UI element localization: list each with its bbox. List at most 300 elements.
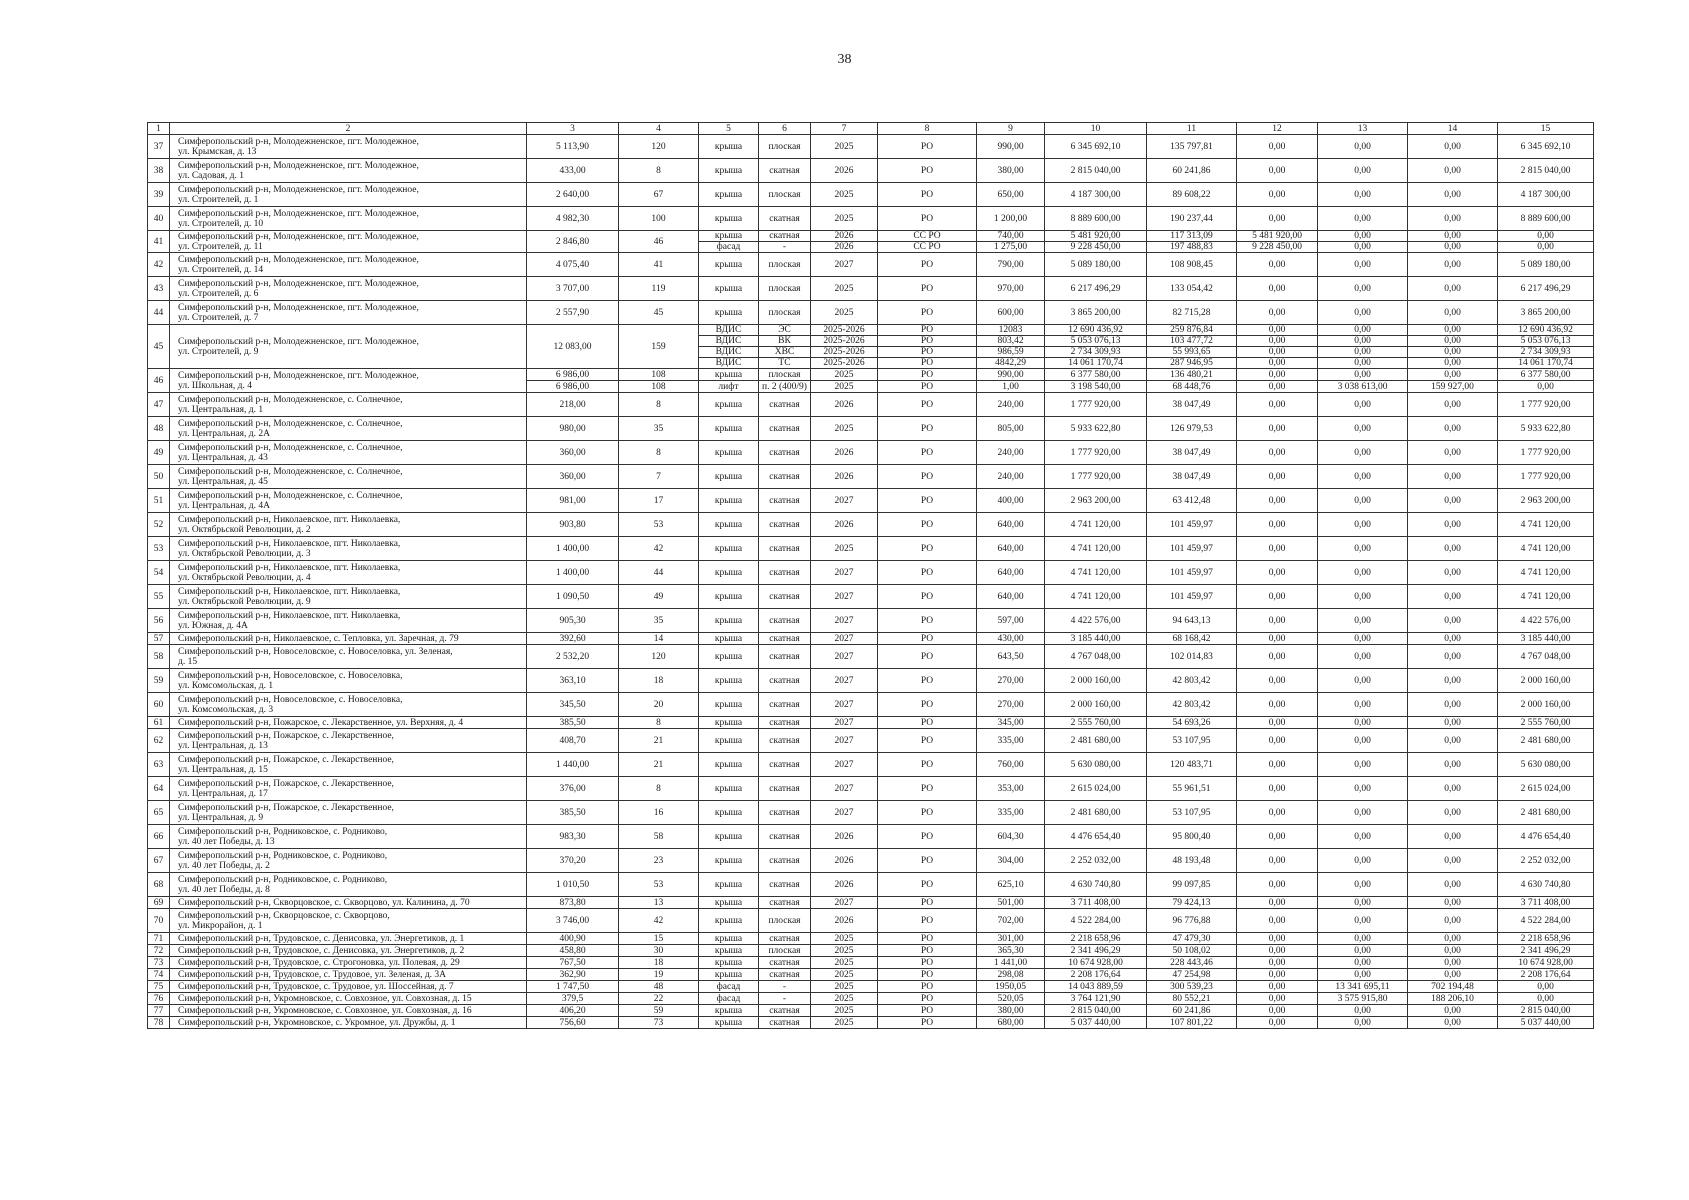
row-number: 38 xyxy=(148,159,170,183)
data-cell: 47 479,30 xyxy=(1147,933,1237,945)
data-cell: 14 061 170,74 xyxy=(1498,358,1594,369)
area-cell: 1 010,50 xyxy=(527,873,619,897)
data-cell: РО xyxy=(878,489,977,513)
address-cell xyxy=(170,1005,527,1017)
data-cell: РО xyxy=(878,417,977,441)
data-cell: 0,00 xyxy=(1408,777,1498,801)
address-line: Симферопольский р-н, Пожарское, с. Лекарственное, xyxy=(178,778,394,789)
row-number: 62 xyxy=(148,729,170,753)
data-cell: 625,10 xyxy=(977,873,1045,897)
row-number: 53 xyxy=(148,537,170,561)
row-number: 72 xyxy=(148,945,170,957)
data-cell: 600,00 xyxy=(977,301,1045,325)
data-cell: 0,00 xyxy=(1237,537,1318,561)
address-line: Симферопольский р-н, Молодежненское, пгт. Молодежное, xyxy=(178,231,419,242)
address-line: Симферопольский р-н, Укромновское, с. Совхозное, ул. Совхозная, д. 16 xyxy=(178,1005,472,1016)
data-cell: скатная xyxy=(759,561,811,585)
address-cell xyxy=(170,873,527,897)
data-cell: 803,42 xyxy=(977,336,1045,347)
data-cell: крыша xyxy=(699,277,759,301)
data-cell: плоская xyxy=(759,301,811,325)
row-number: 74 xyxy=(148,969,170,981)
data-cell: 94 643,13 xyxy=(1147,609,1237,633)
data-cell: 5 481 920,00 xyxy=(1237,231,1318,242)
data-cell: 2026 xyxy=(811,513,878,537)
data-cell: РО xyxy=(878,1017,977,1029)
area-cell: 905,30 xyxy=(527,609,619,633)
address-line: ул. Строителей, д. 10 xyxy=(178,218,264,229)
data-cell: 0,00 xyxy=(1237,897,1318,909)
table-row xyxy=(148,1005,1594,1017)
area-cell: 360,00 xyxy=(527,465,619,489)
residents-cell: 46 xyxy=(619,231,699,253)
data-cell: 680,00 xyxy=(977,1017,1045,1029)
area-cell: 363,10 xyxy=(527,669,619,693)
address-line: ул. Строителей, д. 9 xyxy=(178,346,259,357)
residents-cell: 42 xyxy=(619,909,699,933)
data-cell: скатная xyxy=(759,897,811,909)
address-line: Симферопольский р-н, Молодежненское, пгт. Молодежное, xyxy=(178,278,419,289)
data-cell: 0,00 xyxy=(1318,825,1408,849)
table-row xyxy=(148,825,1594,849)
address-line: Симферопольский р-н, Родниковское, с. Родниково, xyxy=(178,874,388,885)
address-line: Симферопольский р-н, Молодежненское, пгт. Молодежное, xyxy=(178,208,419,219)
data-cell: 3 185 440,00 xyxy=(1045,633,1147,645)
data-cell: 0,00 xyxy=(1498,981,1594,993)
data-cell: 42 803,42 xyxy=(1147,693,1237,717)
area-cell: 903,80 xyxy=(527,513,619,537)
data-cell: крыша xyxy=(699,717,759,729)
data-cell: 63 412,48 xyxy=(1147,489,1237,513)
data-cell: скатная xyxy=(759,753,811,777)
address-line: Симферопольский р-н, Новоселовское, с. Новоселовка, ул. Зеленая, xyxy=(178,646,453,657)
data-cell: 400,00 xyxy=(977,489,1045,513)
data-cell: 0,00 xyxy=(1318,777,1408,801)
data-cell: скатная xyxy=(759,849,811,873)
data-cell: 2026 xyxy=(811,849,878,873)
data-cell: 0,00 xyxy=(1318,489,1408,513)
address-cell xyxy=(170,717,527,729)
area-cell: 385,50 xyxy=(527,801,619,825)
data-cell: РО xyxy=(878,753,977,777)
data-cell: 0,00 xyxy=(1408,489,1498,513)
data-cell: 301,00 xyxy=(977,933,1045,945)
data-cell: РО xyxy=(878,183,977,207)
table-row xyxy=(148,945,1594,957)
residents-cell: 35 xyxy=(619,417,699,441)
header-cell: 8 xyxy=(878,123,977,135)
data-cell: 0,00 xyxy=(1408,513,1498,537)
residents-cell: 7 xyxy=(619,465,699,489)
data-cell: 2 000 160,00 xyxy=(1498,669,1594,693)
table-row xyxy=(148,207,1594,231)
header-cell: 12 xyxy=(1237,123,1318,135)
residents-cell: 120 xyxy=(619,645,699,669)
data-cell: 2025 xyxy=(811,969,878,981)
table-row xyxy=(148,489,1594,513)
data-cell: скатная xyxy=(759,825,811,849)
data-cell: 0,00 xyxy=(1237,159,1318,183)
data-cell: 101 459,97 xyxy=(1147,537,1237,561)
table-row xyxy=(148,897,1594,909)
address-line: ул. 40 лет Победы, д. 2 xyxy=(178,860,270,871)
data-cell: крыша xyxy=(699,489,759,513)
data-cell: крыша xyxy=(699,933,759,945)
data-cell: 0,00 xyxy=(1408,277,1498,301)
data-cell: 2025 xyxy=(811,945,878,957)
data-cell: 1,00 xyxy=(977,381,1045,393)
row-number: 77 xyxy=(148,1005,170,1017)
data-cell: 38 047,49 xyxy=(1147,393,1237,417)
data-cell: 2027 xyxy=(811,561,878,585)
address-line: ул. Центральная, д. 1 xyxy=(178,404,264,415)
data-cell: 702,00 xyxy=(977,909,1045,933)
data-cell: 0,00 xyxy=(1408,609,1498,633)
table-row xyxy=(148,277,1594,301)
residents-cell: 45 xyxy=(619,301,699,325)
data-cell: РО xyxy=(878,465,977,489)
data-cell: 108 xyxy=(619,369,699,381)
header-cell: 7 xyxy=(811,123,878,135)
address-line: Симферопольский р-н, Пожарское, с. Лекарственное, xyxy=(178,754,394,765)
data-cell: 96 776,88 xyxy=(1147,909,1237,933)
residents-cell: 58 xyxy=(619,825,699,849)
row-number: 55 xyxy=(148,585,170,609)
data-cell: 240,00 xyxy=(977,393,1045,417)
residents-cell: 100 xyxy=(619,207,699,231)
data-cell: 335,00 xyxy=(977,729,1045,753)
address-line: Симферопольский р-н, Николаевское, с. Тепловка, ул. Заречная, д. 79 xyxy=(178,633,459,644)
address-line: Симферопольский р-н, Николаевское, пгт. Николаевка, xyxy=(178,538,401,549)
data-cell: 50 108,02 xyxy=(1147,945,1237,957)
data-cell: 5 037 440,00 xyxy=(1045,1017,1147,1029)
data-cell: 0,00 xyxy=(1318,849,1408,873)
data-cell: скатная xyxy=(759,1017,811,1029)
data-cell: 430,00 xyxy=(977,633,1045,645)
data-cell: 2027 xyxy=(811,609,878,633)
data-cell: ВДИС xyxy=(699,358,759,369)
data-cell: крыша xyxy=(699,633,759,645)
table-row xyxy=(148,993,1594,1005)
data-cell: 0,00 xyxy=(1237,645,1318,669)
row-number: 48 xyxy=(148,417,170,441)
data-cell: 2 481 680,00 xyxy=(1498,801,1594,825)
data-cell: крыша xyxy=(699,585,759,609)
data-cell: 335,00 xyxy=(977,801,1045,825)
address-cell xyxy=(170,609,527,633)
row-number: 37 xyxy=(148,135,170,159)
data-cell: 1 777 920,00 xyxy=(1498,393,1594,417)
data-cell: 2 555 760,00 xyxy=(1498,717,1594,729)
data-cell: скатная xyxy=(759,207,811,231)
data-cell: 0,00 xyxy=(1408,183,1498,207)
data-cell: РО xyxy=(878,159,977,183)
area-cell: 980,00 xyxy=(527,417,619,441)
address-cell xyxy=(170,957,527,969)
data-cell: 0,00 xyxy=(1408,325,1498,336)
area-cell: 2 557,90 xyxy=(527,301,619,325)
data-cell: 4 630 740,80 xyxy=(1498,873,1594,897)
data-cell: - xyxy=(759,242,811,253)
table-row xyxy=(148,325,1594,336)
area-cell: 385,50 xyxy=(527,717,619,729)
data-cell: 0,00 xyxy=(1318,753,1408,777)
header-cell: 1 xyxy=(148,123,170,135)
area-cell: 400,90 xyxy=(527,933,619,945)
residents-cell: 17 xyxy=(619,489,699,513)
data-cell: 101 459,97 xyxy=(1147,585,1237,609)
data-cell: 2027 xyxy=(811,729,878,753)
address-line: Симферопольский р-н, Молодежненское, с. Солнечное, xyxy=(178,466,403,477)
data-cell: 3 185 440,00 xyxy=(1498,633,1594,645)
data-cell: 53 107,95 xyxy=(1147,729,1237,753)
data-cell: 0,00 xyxy=(1237,693,1318,717)
data-cell: 0,00 xyxy=(1408,336,1498,347)
row-number: 43 xyxy=(148,277,170,301)
residents-cell: 21 xyxy=(619,729,699,753)
data-cell: крыша xyxy=(699,897,759,909)
address-line: ул. Центральная, д. 17 xyxy=(178,788,268,799)
address-line: Симферопольский р-н, Трудовское, с. Строгоновка, ул. Полевая, д. 29 xyxy=(178,957,460,968)
address-line: ул. Крымская, д. 13 xyxy=(178,146,257,157)
residents-cell: 42 xyxy=(619,537,699,561)
data-cell: 0,00 xyxy=(1237,669,1318,693)
data-cell: 990,00 xyxy=(977,369,1045,381)
data-cell: РО xyxy=(878,945,977,957)
data-cell: 501,00 xyxy=(977,897,1045,909)
data-cell: крыша xyxy=(699,609,759,633)
data-cell: 0,00 xyxy=(1237,1005,1318,1017)
data-cell: РО xyxy=(878,645,977,669)
address-line: ул. Строителей, д. 6 xyxy=(178,288,259,299)
address-cell xyxy=(170,801,527,825)
area-cell: 458,80 xyxy=(527,945,619,957)
data-cell: 5 630 080,00 xyxy=(1498,753,1594,777)
data-cell: 270,00 xyxy=(977,669,1045,693)
data-cell: 2 481 680,00 xyxy=(1045,801,1147,825)
data-cell: 0,00 xyxy=(1318,645,1408,669)
data-cell: 2 218 658,96 xyxy=(1498,933,1594,945)
table-row xyxy=(148,609,1594,633)
data-cell: 3 575 915,80 xyxy=(1318,993,1408,1005)
row-number: 56 xyxy=(148,609,170,633)
data-cell: скатная xyxy=(759,777,811,801)
data-cell: РО xyxy=(878,277,977,301)
area-cell: 408,70 xyxy=(527,729,619,753)
data-cell: 0,00 xyxy=(1408,753,1498,777)
address-line: Симферопольский р-н, Пожарское, с. Лекарственное, ул. Верхняя, д. 4 xyxy=(178,717,464,728)
data-cell: 345,00 xyxy=(977,717,1045,729)
row-number: 69 xyxy=(148,897,170,909)
header-cell: 14 xyxy=(1408,123,1498,135)
data-cell: 47 254,98 xyxy=(1147,969,1237,981)
data-cell: ЭС xyxy=(759,325,811,336)
data-cell: крыша xyxy=(699,537,759,561)
data-cell: 3 865 200,00 xyxy=(1498,301,1594,325)
data-cell: 2025 xyxy=(811,993,878,1005)
data-cell: РО xyxy=(878,873,977,897)
residents-cell: 35 xyxy=(619,609,699,633)
address-cell xyxy=(170,693,527,717)
data-cell: 0,00 xyxy=(1498,381,1594,393)
data-cell: скатная xyxy=(759,693,811,717)
data-cell: 0,00 xyxy=(1408,945,1498,957)
address-line: ул. Садовая, д. 1 xyxy=(178,170,244,181)
data-cell: 2 481 680,00 xyxy=(1498,729,1594,753)
area-cell: 406,20 xyxy=(527,1005,619,1017)
data-cell: 0,00 xyxy=(1318,513,1408,537)
area-cell: 756,60 xyxy=(527,1017,619,1029)
address-line: ул. 40 лет Победы, д. 13 xyxy=(178,836,275,847)
residents-cell: 73 xyxy=(619,1017,699,1029)
data-cell: 0,00 xyxy=(1408,242,1498,253)
data-cell: ВДИС xyxy=(699,347,759,358)
data-cell: 0,00 xyxy=(1318,277,1408,301)
area-cell: 1 400,00 xyxy=(527,537,619,561)
data-cell: 0,00 xyxy=(1237,301,1318,325)
data-cell: 0,00 xyxy=(1237,609,1318,633)
data-cell: 0,00 xyxy=(1237,633,1318,645)
data-cell: 38 047,49 xyxy=(1147,441,1237,465)
header-cell: 10 xyxy=(1045,123,1147,135)
data-cell: 0,00 xyxy=(1318,1005,1408,1017)
address-line: Симферопольский р-н, Молодежненское, пгт. Молодежное, xyxy=(178,302,419,313)
row-number: 61 xyxy=(148,717,170,729)
data-cell: РО xyxy=(878,981,977,993)
data-cell: 5 089 180,00 xyxy=(1498,253,1594,277)
data-cell: 2 815 040,00 xyxy=(1498,1005,1594,1017)
data-cell: 108 908,45 xyxy=(1147,253,1237,277)
table-row xyxy=(148,849,1594,873)
data-cell: 0,00 xyxy=(1237,957,1318,969)
data-cell: 1 777 920,00 xyxy=(1498,441,1594,465)
residents-cell: 8 xyxy=(619,777,699,801)
data-cell: 0,00 xyxy=(1318,253,1408,277)
address-line: Симферопольский р-н, Молодежненское, с. Солнечное, xyxy=(178,394,403,405)
data-cell: 0,00 xyxy=(1318,729,1408,753)
data-cell: РО xyxy=(878,207,977,231)
data-cell: РО xyxy=(878,513,977,537)
data-cell: крыша xyxy=(699,369,759,381)
table-row xyxy=(148,301,1594,325)
row-number: 50 xyxy=(148,465,170,489)
data-cell: 0,00 xyxy=(1237,393,1318,417)
data-cell: 0,00 xyxy=(1318,585,1408,609)
data-cell: 0,00 xyxy=(1237,969,1318,981)
data-cell: плоская xyxy=(759,183,811,207)
data-cell: 8 889 600,00 xyxy=(1498,207,1594,231)
address-cell xyxy=(170,969,527,981)
address-cell xyxy=(170,159,527,183)
data-cell: РО xyxy=(878,825,977,849)
data-cell: 0,00 xyxy=(1237,489,1318,513)
table-row xyxy=(148,417,1594,441)
header-cell: 9 xyxy=(977,123,1045,135)
data-cell: 2027 xyxy=(811,645,878,669)
data-cell: 4 187 300,00 xyxy=(1045,183,1147,207)
data-cell: 2 252 032,00 xyxy=(1498,849,1594,873)
row-number: 58 xyxy=(148,645,170,669)
data-cell: 1 200,00 xyxy=(977,207,1045,231)
data-cell: 133 054,42 xyxy=(1147,277,1237,301)
data-cell: 986,59 xyxy=(977,347,1045,358)
data-cell: 0,00 xyxy=(1408,1005,1498,1017)
data-cell: 2 000 160,00 xyxy=(1045,669,1147,693)
data-cell: 2027 xyxy=(811,777,878,801)
data-cell: 6 345 692,10 xyxy=(1045,135,1147,159)
table-row xyxy=(148,969,1594,981)
data-cell: крыша xyxy=(699,441,759,465)
data-cell: крыша xyxy=(699,207,759,231)
data-cell: РО xyxy=(878,369,977,381)
data-cell: 2 555 760,00 xyxy=(1045,717,1147,729)
data-cell: 0,00 xyxy=(1408,585,1498,609)
row-number: 57 xyxy=(148,633,170,645)
data-cell: 0,00 xyxy=(1318,369,1408,381)
data-cell: 2027 xyxy=(811,253,878,277)
header-cell: 3 xyxy=(527,123,619,135)
address-line: ул. Октябрьской Революции, д. 4 xyxy=(178,572,311,583)
data-cell: 126 979,53 xyxy=(1147,417,1237,441)
data-cell: 0,00 xyxy=(1408,957,1498,969)
data-cell: 0,00 xyxy=(1408,633,1498,645)
data-cell: 4 741 120,00 xyxy=(1498,513,1594,537)
data-cell: крыша xyxy=(699,957,759,969)
address-cell xyxy=(170,897,527,909)
data-cell: РО xyxy=(878,957,977,969)
area-cell: 4 075,40 xyxy=(527,253,619,277)
table-row xyxy=(148,801,1594,825)
data-cell: ВДИС xyxy=(699,325,759,336)
data-cell: скатная xyxy=(759,513,811,537)
data-cell: 2026 xyxy=(811,909,878,933)
data-cell: 0,00 xyxy=(1237,347,1318,358)
table-row xyxy=(148,159,1594,183)
residents-cell: 18 xyxy=(619,669,699,693)
data-cell: 0,00 xyxy=(1318,135,1408,159)
residents-cell: 159 xyxy=(619,325,699,369)
data-cell: 0,00 xyxy=(1318,183,1408,207)
data-cell: РО xyxy=(878,933,977,945)
data-cell: крыша xyxy=(699,825,759,849)
row-number: 40 xyxy=(148,207,170,231)
data-cell: 0,00 xyxy=(1318,441,1408,465)
address-cell xyxy=(170,981,527,993)
data-cell: 60 241,86 xyxy=(1147,1005,1237,1017)
data-cell: 760,00 xyxy=(977,753,1045,777)
address-cell xyxy=(170,253,527,277)
data-cell: 597,00 xyxy=(977,609,1045,633)
data-cell: 990,00 xyxy=(977,135,1045,159)
data-cell: РО xyxy=(878,135,977,159)
table-row xyxy=(148,729,1594,753)
data-cell: 0,00 xyxy=(1318,325,1408,336)
data-cell: 4 741 120,00 xyxy=(1045,561,1147,585)
data-cell: крыша xyxy=(699,135,759,159)
data-cell: 0,00 xyxy=(1237,336,1318,347)
residents-cell: 119 xyxy=(619,277,699,301)
data-cell: 4 767 048,00 xyxy=(1045,645,1147,669)
address-cell xyxy=(170,465,527,489)
data-cell: 0,00 xyxy=(1408,729,1498,753)
data-cell: крыша xyxy=(699,909,759,933)
area-cell: 433,00 xyxy=(527,159,619,183)
area-cell: 1 090,50 xyxy=(527,585,619,609)
data-cell: крыша xyxy=(699,417,759,441)
address-line: ул. Строителей, д. 11 xyxy=(178,241,263,252)
data-cell: 54 693,26 xyxy=(1147,717,1237,729)
address-line: ул. Строителей, д. 14 xyxy=(178,264,264,275)
